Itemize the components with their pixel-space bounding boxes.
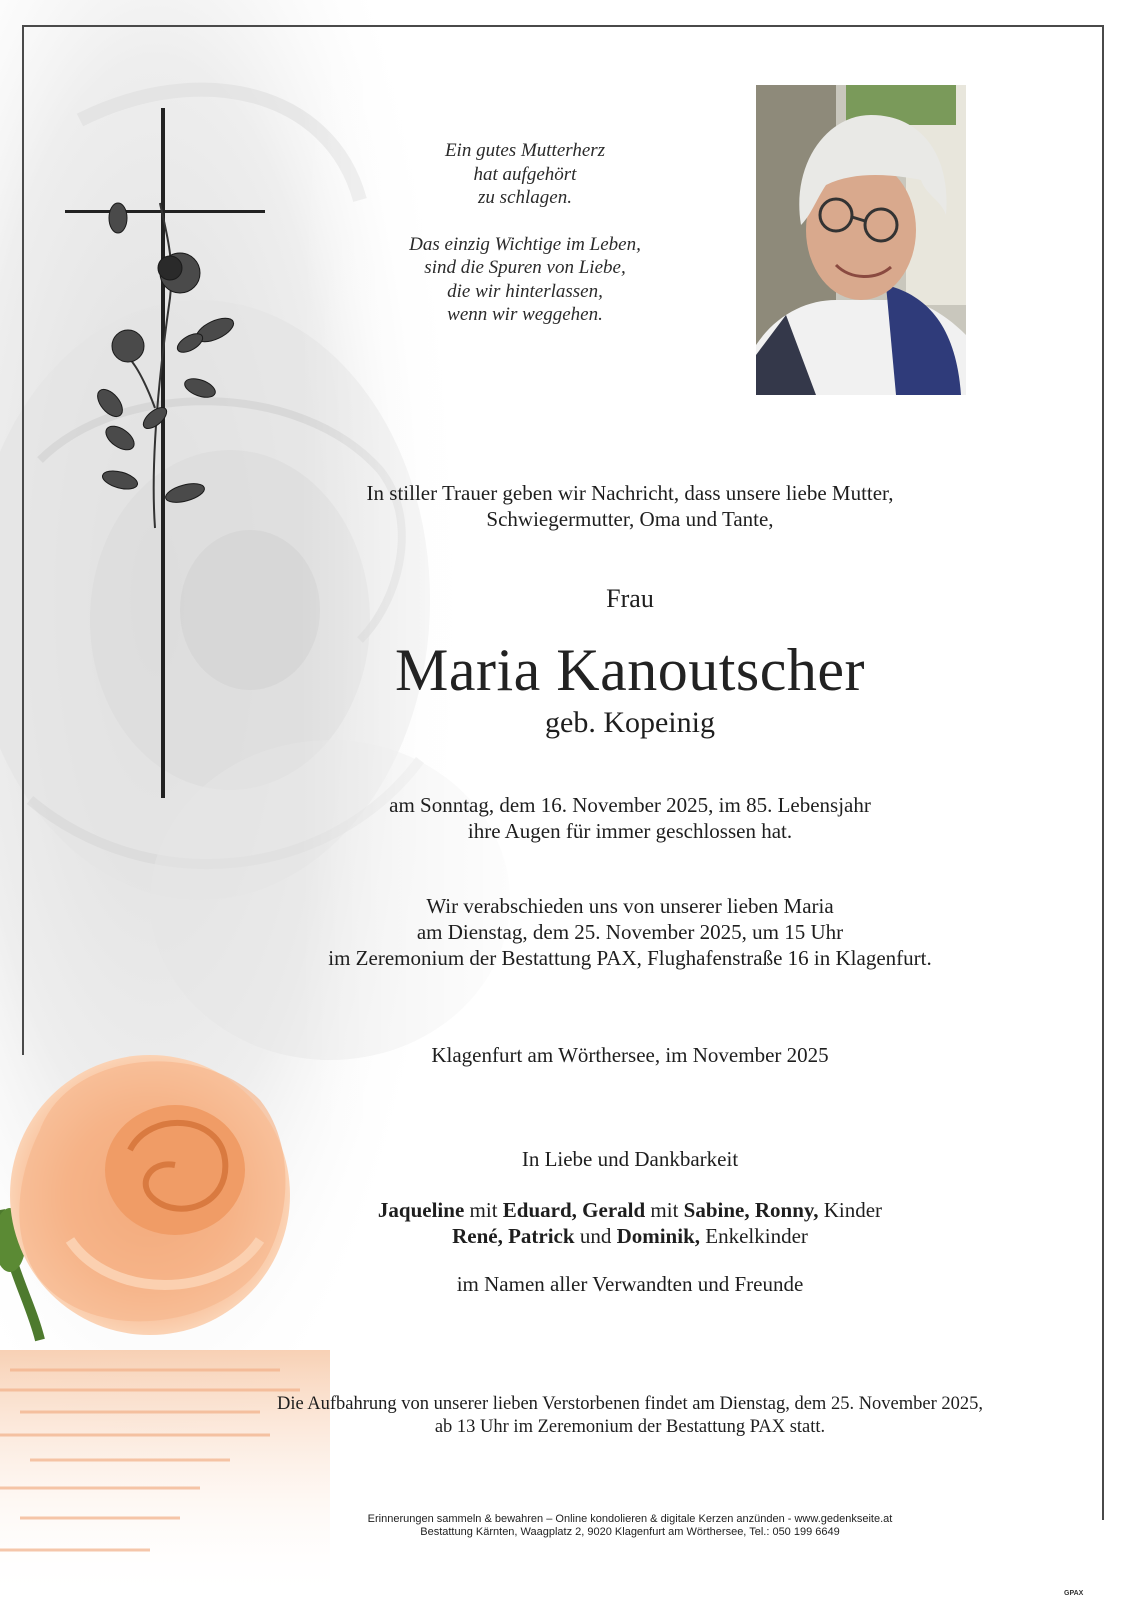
frame-left-line: [22, 25, 24, 1055]
farewell-line: am Dienstag, dem 25. November 2025, um 15 Uhr: [416, 920, 844, 944]
deceased-name: Maria Kanoutscher: [395, 637, 865, 703]
farewell-details: [230, 893, 1030, 971]
cross-with-rose-image: [60, 108, 270, 798]
family-text: und: [574, 1224, 617, 1248]
portrait-photo: [756, 85, 966, 395]
wake-line: ab 13 Uhr im Zeremonium der Bestattung PAX statt.: [434, 1417, 826, 1437]
frame-top-line: [22, 25, 1104, 27]
birth-name: geb. Kopeinig: [545, 706, 715, 739]
on-behalf-line: im Namen aller Verwandten und Freunde: [456, 1272, 804, 1296]
quote-line: zu schlagen.: [478, 187, 572, 208]
footer-line: Bestattung Kärnten, Waagplatz 2, 9020 Klagenfurt am Wörthersee, Tel.: 050 199 6649: [420, 1526, 840, 1538]
quote-line: sind die Spuren von Liebe,: [424, 257, 626, 278]
salutation: Frau: [606, 584, 654, 613]
family-text: Enkelkinder: [700, 1224, 808, 1248]
announcement-intro: [250, 480, 1010, 532]
wake-notice: [200, 1393, 1060, 1439]
family-name: René, Patrick: [452, 1224, 575, 1248]
wake-line: Die Aufbahrung von unserer lieben Verstorbenen findet am Dienstag, dem 25. November 2025,: [276, 1394, 984, 1414]
memorial-quote: [360, 139, 690, 327]
love-gratitude: In Liebe und Dankbarkeit: [521, 1147, 739, 1171]
family-text: mit: [464, 1198, 503, 1222]
intro-line: In stiller Trauer geben wir Nachricht, dass unsere liebe Mutter,: [366, 481, 894, 505]
family-list: [250, 1197, 1010, 1249]
family-name: Dominik,: [616, 1224, 700, 1248]
farewell-line: Wir verabschieden uns von unserer lieben Maria: [426, 894, 834, 918]
family-name: Jaqueline: [377, 1198, 465, 1222]
frame-right-line: [1102, 25, 1104, 1520]
death-line: ihre Augen für immer geschlossen hat.: [467, 819, 793, 843]
quote-line: die wir hinterlassen,: [447, 280, 603, 302]
family-name: Eduard, Gerald: [502, 1198, 646, 1222]
family-name: Sabine, Ronny,: [683, 1198, 819, 1222]
quote-line: Ein gutes Mutterherz: [444, 140, 606, 161]
family-text: Kinder: [818, 1198, 883, 1222]
family-grandchildren-line: [250, 1223, 1010, 1249]
footer-info: [250, 1513, 1010, 1539]
intro-line: Schwiegermutter, Oma und Tante,: [486, 507, 774, 531]
death-line: am Sonntag, dem 16. November 2025, im 85. Lebensjahr: [389, 793, 871, 817]
quote-line: wenn wir weggehen.: [447, 304, 603, 325]
place-date: Klagenfurt am Wörthersee, im November 2025: [431, 1043, 829, 1067]
corner-logo: GPAX: [1064, 1590, 1084, 1597]
family-children-line: [250, 1197, 1010, 1223]
family-text: mit: [645, 1198, 684, 1222]
footer-line: Erinnerungen sammeln & bewahren – Online kondolieren & digitale Kerzen anzünden - www.gedenkseite.at: [367, 1513, 893, 1525]
farewell-line: im Zeremonium der Bestattung PAX, Flughafenstraße 16 in Klagenfurt.: [328, 946, 932, 970]
death-notice: [250, 792, 1010, 844]
quote-line: Das einzig Wichtige im Leben,: [409, 233, 641, 255]
quote-line: hat aufgehört: [473, 163, 577, 185]
